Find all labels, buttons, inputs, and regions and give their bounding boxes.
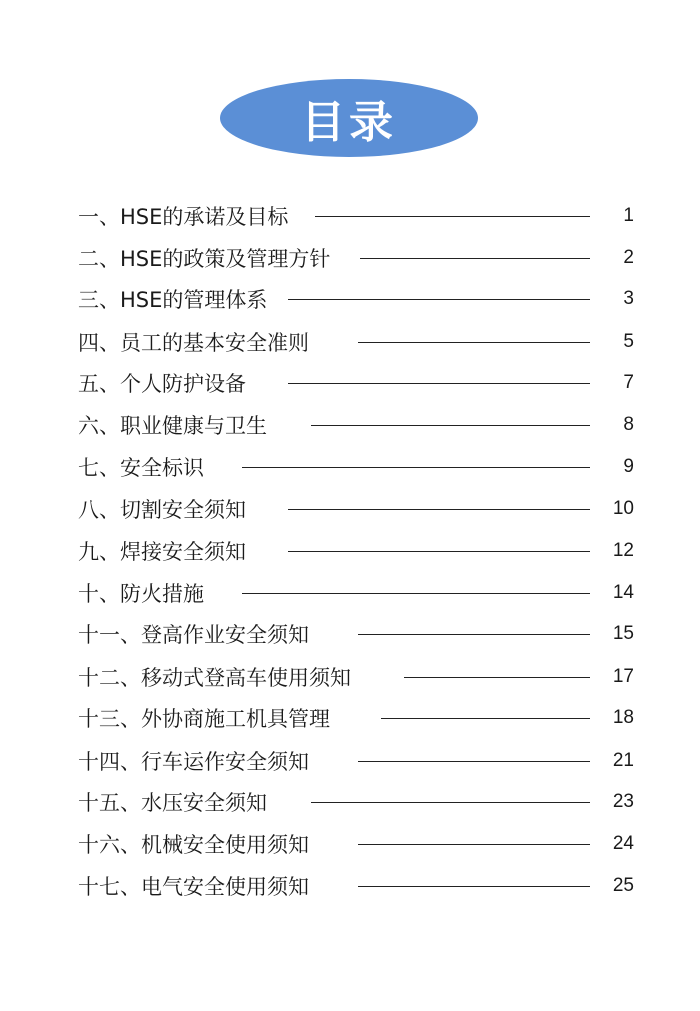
toc-leader-line — [358, 844, 590, 845]
toc-entry-3[interactable] — [78, 284, 634, 314]
toc-entry-15[interactable] — [78, 787, 634, 817]
toc-entry-label: 六、职业健康与卫生 — [78, 414, 267, 438]
toc-entry-14[interactable] — [78, 746, 634, 776]
toc-entry-page: 3 — [623, 288, 634, 309]
toc-entry-label: 七、安全标识 — [78, 456, 204, 480]
toc-leader-line — [311, 802, 590, 803]
toc-entry-page: 18 — [612, 707, 634, 728]
toc-entry-page: 5 — [623, 331, 634, 352]
toc-entry-label: 十七、电气安全使用须知 — [78, 875, 309, 899]
toc-entry-12[interactable] — [78, 662, 634, 692]
toc-entry-label: 十二、移动式登高车使用须知 — [78, 666, 351, 690]
toc-entry-9[interactable] — [78, 536, 634, 566]
toc-leader-line — [242, 467, 590, 468]
toc-entry-label: 十六、机械安全使用须知 — [78, 833, 309, 857]
toc-leader-line — [315, 216, 590, 217]
toc-entry-10[interactable] — [78, 578, 634, 608]
toc-leader-line — [288, 509, 590, 510]
toc-leader-line — [358, 342, 590, 343]
toc-leader-line — [381, 718, 590, 719]
toc-entry-2[interactable] — [78, 243, 634, 273]
toc-entry-page: 9 — [623, 456, 634, 477]
toc-entry-label: 八、切割安全须知 — [78, 498, 246, 522]
toc-entry-label: 十、防火措施 — [78, 582, 204, 606]
toc-entry-label: 一、HSE的承诺及目标 — [78, 205, 289, 229]
toc-entry-page: 10 — [612, 498, 634, 519]
toc-leader-line — [311, 425, 590, 426]
toc-leader-line — [288, 299, 590, 300]
toc-entry-17[interactable] — [78, 871, 634, 901]
toc-entry-4[interactable] — [78, 327, 634, 357]
page-title: 目录 — [301, 97, 397, 148]
toc-entry-11[interactable] — [78, 619, 634, 649]
toc-entry-label: 五、个人防护设备 — [78, 372, 246, 396]
toc-entry-label: 四、员工的基本安全准则 — [78, 331, 309, 355]
toc-entry-label: 十五、水压安全须知 — [78, 791, 267, 815]
toc-entry-1[interactable] — [78, 201, 634, 231]
toc-entry-5[interactable] — [78, 368, 634, 398]
toc-entry-7[interactable] — [78, 452, 634, 482]
toc-entry-page: 17 — [612, 666, 634, 687]
toc-leader-line — [358, 886, 590, 887]
toc-entry-page: 25 — [612, 875, 634, 896]
toc-entry-label: 十一、登高作业安全须知 — [78, 623, 309, 647]
toc-entry-16[interactable] — [78, 829, 634, 859]
toc-entry-8[interactable] — [78, 494, 634, 524]
toc-leader-line — [288, 383, 590, 384]
toc-entry-6[interactable] — [78, 410, 634, 440]
toc-entry-label: 十三、外协商施工机具管理 — [78, 707, 330, 731]
toc-leader-line — [242, 593, 590, 594]
toc-leader-line — [358, 634, 590, 635]
toc-entry-page: 23 — [612, 791, 634, 812]
toc-entry-page: 14 — [612, 582, 634, 603]
toc-entry-label: 二、HSE的政策及管理方针 — [78, 247, 331, 271]
toc-entry-13[interactable] — [78, 703, 634, 733]
toc-entry-page: 1 — [623, 205, 634, 226]
toc-entry-page: 8 — [623, 414, 634, 435]
toc-entry-label: 十四、行车运作安全须知 — [78, 750, 309, 774]
toc-leader-line — [358, 761, 590, 762]
toc-entry-page: 12 — [612, 540, 634, 561]
toc-leader-line — [360, 258, 590, 259]
toc-entry-page: 24 — [612, 833, 634, 854]
toc-entry-label: 三、HSE的管理体系 — [78, 288, 268, 312]
toc-entry-page: 7 — [623, 372, 634, 393]
toc-leader-line — [288, 551, 590, 552]
toc-entry-page: 2 — [623, 247, 634, 268]
toc-entry-label: 九、焊接安全须知 — [78, 540, 246, 564]
toc-entry-page: 15 — [612, 623, 634, 644]
toc-leader-line — [404, 677, 590, 678]
toc-entry-page: 21 — [612, 750, 634, 771]
